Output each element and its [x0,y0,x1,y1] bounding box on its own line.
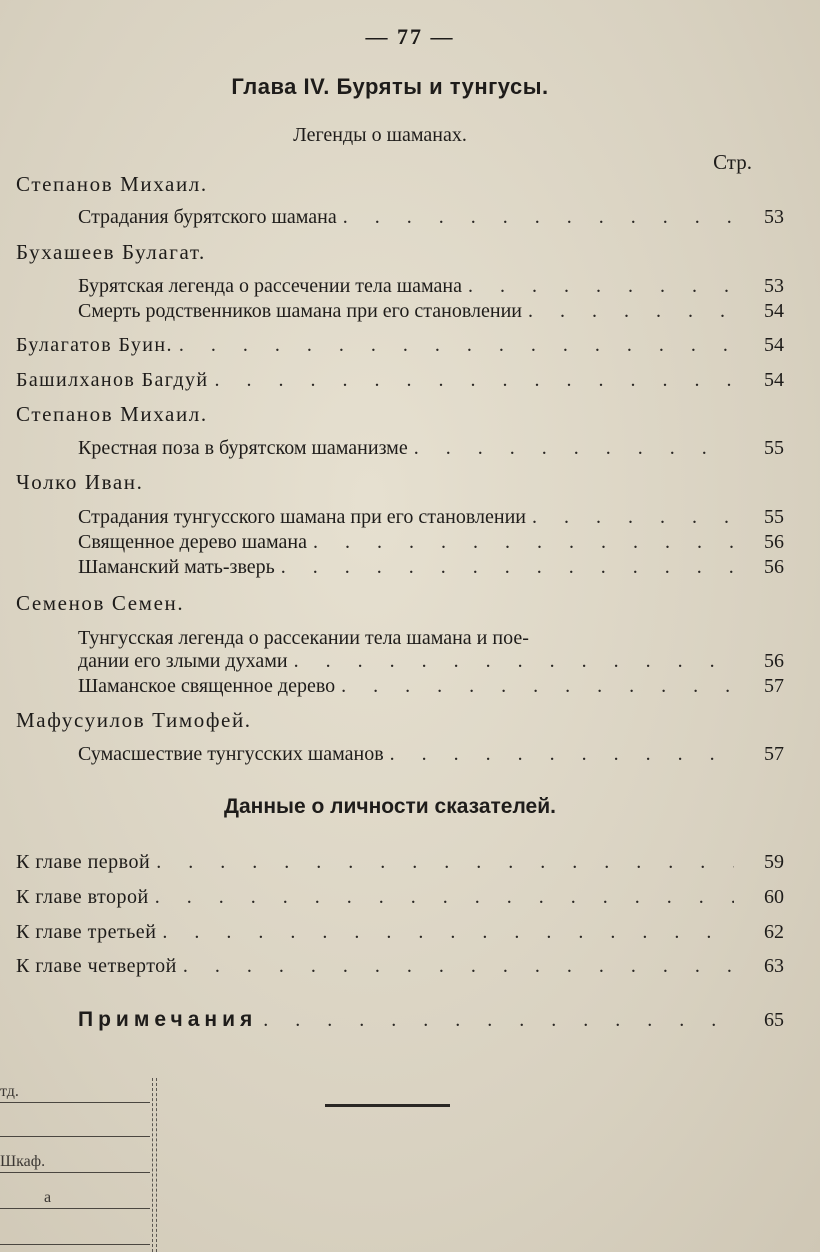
toc-entry-title: К главе второй [16,886,149,908]
leader-dots [155,883,734,911]
toc-entry-title: Тунгусская легенда о рассекании тела шамана и пое- [78,627,529,649]
leader-dots [343,203,734,231]
notes-title: Примечания [78,1008,258,1031]
toc-entry-page: 57 [764,675,784,697]
leader-dots [179,331,734,359]
author-heading: Мафусуилов Тимофей. [16,708,252,732]
stamp-line: тд. [0,1082,150,1103]
toc-entry-page: 55 [764,506,784,528]
toc-entry [78,553,740,581]
leader-dots [183,952,734,980]
leader-dots [414,434,734,462]
toc-entry-title: дании его злыми духами [78,650,288,672]
toc-entry-page: 54 [764,334,784,356]
toc-entry-page: 56 [764,531,784,553]
author-heading: Чолко Иван. [16,470,144,494]
toc-entry-page: 53 [764,206,784,228]
toc-entry-page: 56 [764,556,784,578]
toc-entry [78,647,740,675]
page-column-label: Стр. [713,150,752,174]
toc-entry [78,528,740,556]
toc-entry [16,883,740,911]
library-stamp [0,1078,165,1252]
toc-entry [78,272,740,300]
toc-entry-page: 65 [764,1009,784,1031]
toc-entry [16,331,740,359]
toc-entry-title: Шаманский мать-зверь [78,556,275,578]
stamp-border [152,1078,157,1252]
toc-entry-page: 62 [764,921,784,943]
leader-dots [281,553,734,581]
toc-entry-title: К главе четвертой [16,955,177,977]
toc-entry [16,848,740,876]
toc-entry [78,672,740,700]
toc-entry-title: Смерть родственников шамана при его становлении [78,300,522,322]
toc-entry-page: 54 [764,369,784,391]
stamp-line [0,1224,150,1245]
toc-entry-title: Башилханов Багдуй [16,369,209,391]
page-number: — 77 — [365,24,455,49]
leader-dots [528,297,734,325]
author-heading: Степанов Михаил. [16,402,208,426]
toc-entry-page: 54 [764,300,784,322]
toc-entry [78,503,740,531]
toc-entry-title: Шаманское священное дерево [78,675,336,697]
toc-entry-title: Булагатов Буин. [16,334,173,356]
toc-entry-title: Страдания бурятского шамана [78,206,337,228]
toc-entry-title: К главе первой [16,851,151,873]
leader-dots [294,647,734,675]
toc-entry-page: 63 [764,955,784,977]
leader-dots [341,672,734,700]
toc-entry-title: К главе третьей [16,921,157,943]
stamp-line: а [0,1188,150,1209]
stamp-line [0,1116,150,1137]
leader-dots [156,848,734,876]
toc-entry-title: Страдания тунгусского шамана при его становлении [78,506,526,528]
section-heading: Данные о личности сказателей. [224,795,556,818]
leader-dots [214,366,734,394]
toc-entry-title: Бурятская легенда о рассечении тела шамана [78,275,462,297]
leader-dots [468,272,734,300]
author-heading: Бухашеев Булагат. [16,240,206,264]
toc-entry-page: 53 [764,275,784,297]
leader-dots [390,740,734,768]
chapter-title: Глава IV. Буряты и тунгусы. [231,74,549,99]
toc-entry [16,952,740,980]
toc-entry [78,297,740,325]
toc-entry [78,434,740,462]
stamp-line: Шкаф. [0,1152,150,1173]
author-heading: Степанов Михаил. [16,172,208,196]
toc-entry-page: 57 [764,743,784,765]
author-heading: Семенов Семен. [16,591,185,615]
section-subtitle: Легенды о шаманах. [293,124,467,146]
toc-entry-page: 56 [764,650,784,672]
toc-entry-title: Сумасшествие тунгусских шаманов [78,743,384,765]
toc-entry-page: 60 [764,886,784,908]
leader-dots [263,1006,734,1034]
toc-entry-page: 59 [764,851,784,873]
closing-rule [325,1104,450,1107]
toc-entry [78,740,740,768]
toc-entry [16,918,740,946]
toc-entry-title: Священное дерево шамана [78,531,308,553]
leader-dots [162,918,734,946]
leader-dots [313,528,734,556]
toc-entry [78,1006,740,1034]
toc-entry-page: 55 [764,437,784,459]
toc-entry [16,366,740,394]
toc-entry-title: Крестная поза в бурятском шаманизме [78,437,408,459]
leader-dots [532,503,734,531]
toc-entry [78,203,740,231]
